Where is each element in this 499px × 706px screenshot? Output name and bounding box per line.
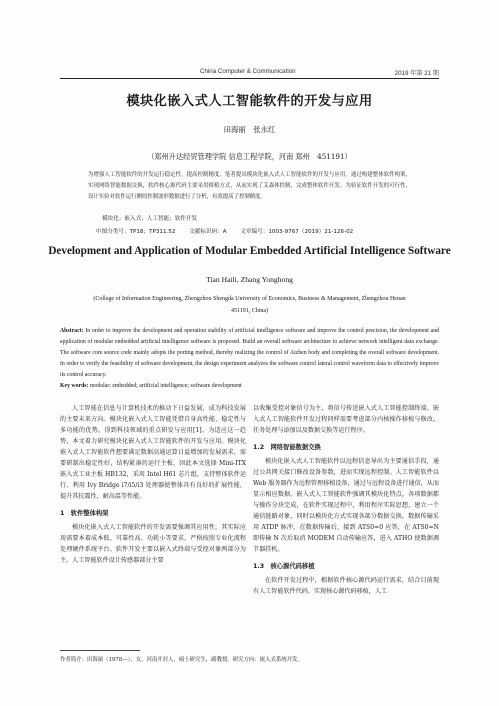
english-keywords	[60, 383, 439, 389]
chinese-abstract-text: 为增强人工智能软件的开发运行稳定性，提高控制精度，笔者提出模块化嵌入式人工智能软件的开发与应用。通过构建整体软件构架，实现网络智能数据交换，软件核心源代码主要采用移植方式，从而实现了艾森体控制，完成整体软件开发。为验证软件开发的可行性，设计实验对软件运行侧的控制波形数据进行了分析，有效提高了控制精度。	[88, 172, 411, 200]
keywords-label: Key words:	[60, 383, 89, 389]
clc-number: 中图分类号：TP18；TP311.52	[96, 229, 176, 235]
classification-meta	[96, 227, 403, 235]
english-affiliation: (College of Information Engineering, Zhengzhou Shengda University of Economics, Business & Management, Zhengzhou Henan 451191, China)	[93, 296, 406, 314]
english-abstract	[60, 326, 439, 381]
english-abstract-text: In order to improve the development and operation stability of artificial intelligence software and improve the control precision, the development and application of modular embedded artificial intelligence software is proposed. Build an overall software architecture to achieve network intelligent data exchange. The software core source code mainly adopts the porting method, thereby realizing the control of Aizhen body and completing the overall software development. In order to verify the feasibility of software development, the design experiment analyzes the software control lateral control waveform data to effectively improve its control accuracy.	[60, 328, 439, 378]
chinese-abstract	[88, 170, 411, 203]
header-rule	[60, 78, 439, 79]
chinese-keywords: 模块化；嵌入式；人工智能；软件开发	[102, 216, 198, 222]
author-footnote: 作者简介：田海丽（1978—），女，河南开封人，硕士研究生，副教授。研究方向：嵌入式系统开发。	[60, 657, 303, 663]
section-heading: 1.3 核心源代码移植	[253, 563, 315, 570]
body-paragraph: 模块化嵌入式人工智能软件以远程信息导出为主要通信手段，通过公共网关接口修改设备参数，进而实现远程控制。人工智能软件以 Web 服务器作为远程管理移植设备，通过与远程设备进行通信，从而显示相应数据。嵌入式人工智能软件强调其模块化特点，各项数据都与操作分块完成，在软件实现过程中，利用程序实际思想，建立一个通信链路对象，同时以模块化方式实现各部分数据交换，数据传输采用 ATDP 脉冲，在数据传输后，接到 ATS0=0 应答，在 ATS0=N 即传输 N 次后取消 MODEM 自动传输应答，进入 ATHO 使数据调节器挂机。	[253, 458, 439, 553]
body-paragraph: 人工智能在信息与计算机技术的推动下日益发展，成为科技发展的主要未来方向。模块化嵌入式人工智能凭借自身高性能、稳定性与多功能的优势，得到科技领域的重点研发与应用[1]。为适应这一趋势，本文着力研究模块化嵌入式人工智能软件的开发与应用。模块化嵌入式人工智能软件想要满足数据高通运算日益增加的发展需求，需要研制出稳定性好、结构紧凑的运行主板，因此本文选择 Mini-ITX 嵌入式工业主板 HB132，采用 Intel H61 芯片组，支持整体软件运行。利用 Ivy Bridge i7/i5/i3 处理器使整体具有良好的扩展性能，提升其抗震性、耐高温等性能。	[60, 405, 246, 500]
footnote-rule	[60, 650, 140, 651]
document-code: 文献标识码：A	[189, 229, 227, 235]
body-paragraph: 以收集受控对象信号为主，将信号传送嵌入式人工智能控制终端。嵌入式人工智能软件开发过程同样需要考虑部分内核操作移植与修改、任务处理与添加以及数据交换等运行程序。	[253, 405, 439, 434]
article-number: 文章编号：1003-9767（2019）21-126-02	[240, 229, 354, 235]
body-paragraph: 在软件开发过程中，根据软件核心源代码运行需求，结合目前现有人工智能软件代码，实现核心源代码移植，人工	[253, 577, 439, 595]
running-header	[60, 66, 439, 78]
body-column-left	[60, 403, 246, 566]
journal-name: China Computer & Communication	[200, 68, 296, 75]
section-heading: 1.2 网络智能数据交换	[253, 444, 321, 451]
chinese-authors: 田海丽 张永红	[223, 125, 276, 134]
body-column-right	[253, 403, 439, 597]
english-keywords-text: modular; embedded; artificial intelligence; software development	[89, 383, 242, 389]
chinese-title: 模块化嵌入式人工智能软件的开发与应用	[126, 94, 373, 109]
section-heading: 1 软件整体构架	[60, 510, 109, 517]
abstract-label: Abstract:	[60, 328, 84, 334]
issue-label: 2019 年第 21 期	[394, 70, 439, 77]
english-authors: Tian Haili, Zhang Yonghong	[206, 275, 293, 284]
english-title: Development and Application of Modular Embedded Artificial Intelligence Software	[48, 245, 451, 257]
body-paragraph: 模块化嵌入式人工智能软件的开发需要强调其应用性，其实际应用需要本着成本低、可靠性高、功耗小等要求，严格按照专业化流程处理硬件系统平台。软件开发主要以嵌入式终端与受控对象两部分为主。人工智能软件设计传感器部分主要	[60, 524, 246, 564]
chinese-affiliation: （郑州升达经贸管理学院 信息工程学院，河南 郑州 451191）	[147, 152, 352, 161]
